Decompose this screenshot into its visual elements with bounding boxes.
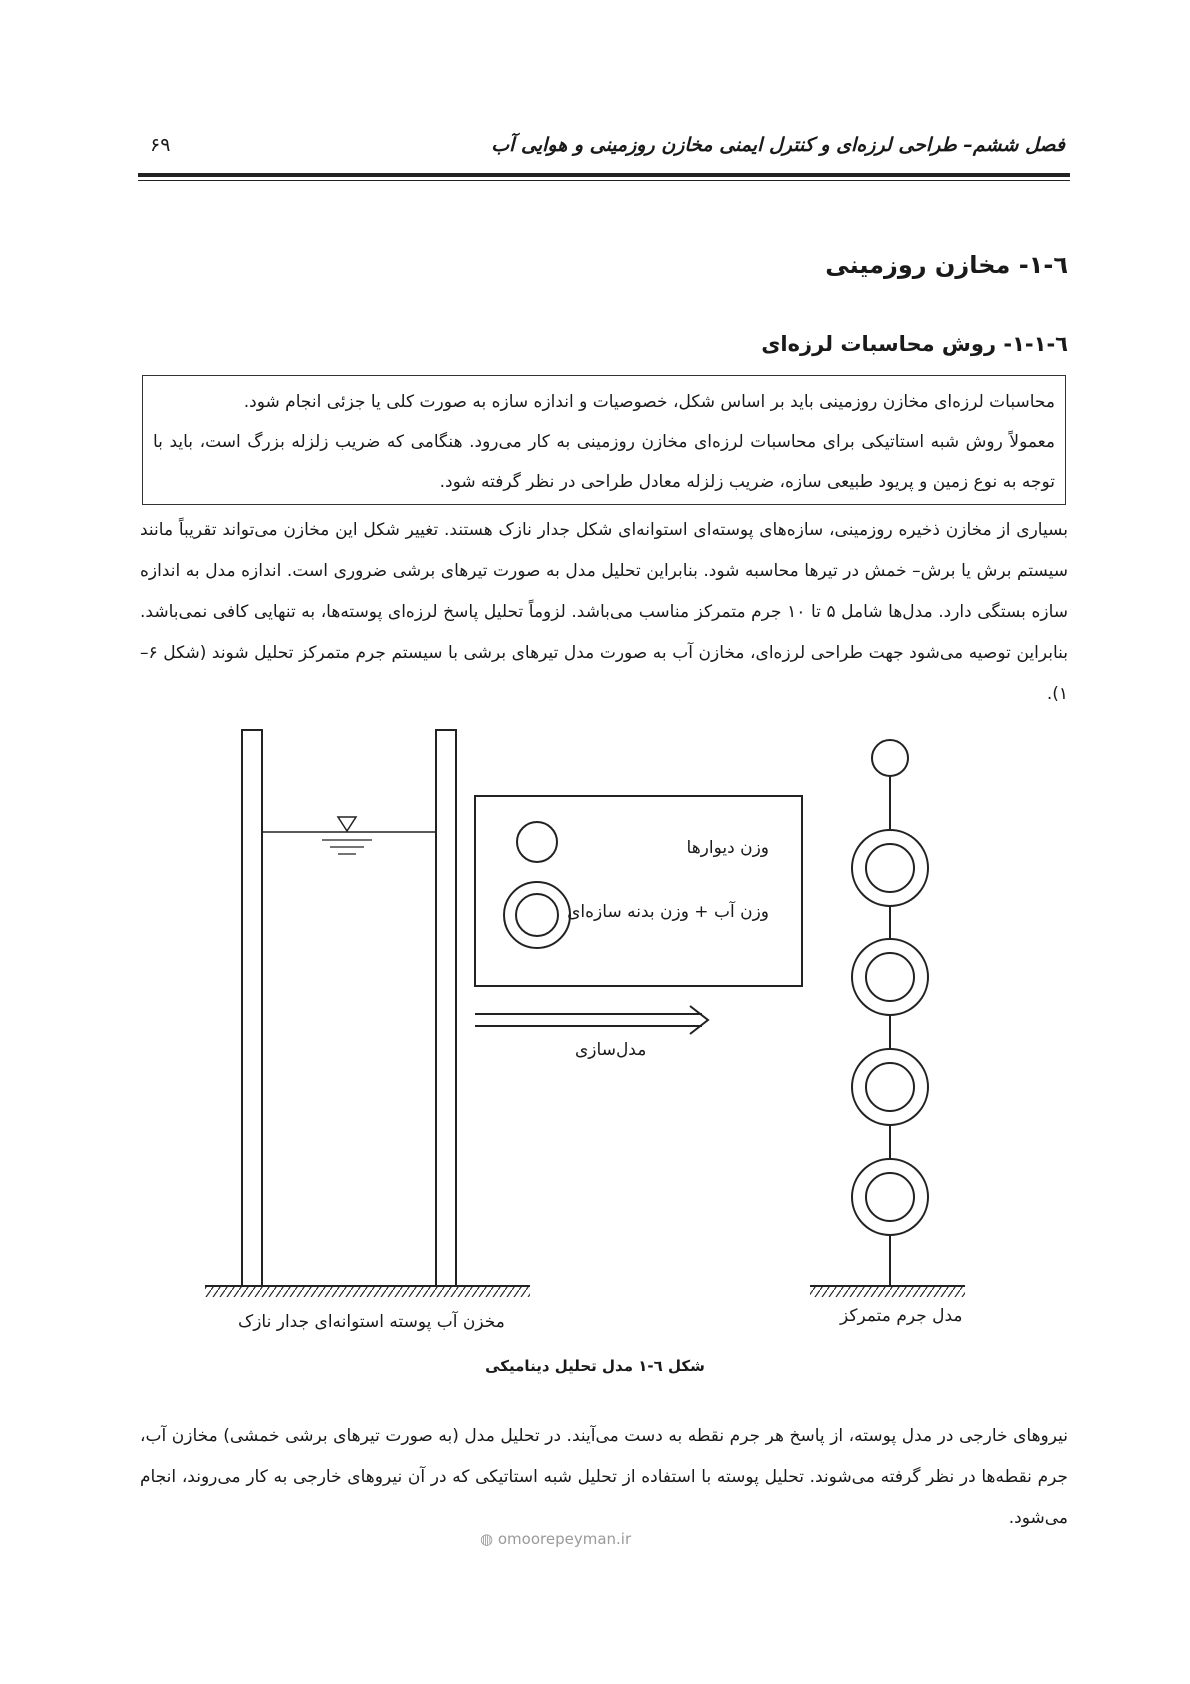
figure-caption: شکل ٦-١ مدل تحلیل دینامیکی — [485, 1357, 705, 1375]
tank-label: مخزن آب پوسته استوانه‌ای جدار نازک — [238, 1312, 505, 1332]
legend-walls-label: وزن دیوارها — [686, 838, 769, 858]
legend-water-label: وزن آب + وزن بدنه سازه‌ای — [567, 902, 769, 922]
watermark-site — [480, 1530, 631, 1548]
arrow-label: مدل‌سازی — [575, 1040, 647, 1060]
legend-box — [475, 796, 802, 986]
running-head: فصل ششم– طراحی لرزه‌ای و کنترل ایمنی مخازن روزمینی و هوایی آب — [491, 134, 1065, 156]
model-mass-4 — [852, 1159, 928, 1235]
model-mass-2 — [852, 939, 928, 1015]
lumped-mass-model — [810, 740, 965, 1297]
figure-dynamic-model — [190, 720, 990, 1360]
body-paragraph-1: بسیاری از مخازن ذخیره روزمینی، سازه‌های پوسته‌ای استوانه‌ای شکل جدار نازک هستند. تغییر شکل این مخازن می‌تواند تقریباً مانند سیستم برش یا برش– خمش در تیرها محاسبه شود. بنابراین تحلیل مدل به صورت تیرهای برشی ضروری است. اندازه مدل به اندازه سازه بستگی دارد. مدل‌ها شامل ۵ تا ۱۰ جرم متمرکز مناسب می‌باشد. لزوماً تحلیل پاسخ لرزه‌ای پوسته‌ها، به تنهایی کافی نمی‌باشد. بنابراین توصیه می‌شود جهت طراحی لرزه‌ای، مخازن آب به صورت مدل تیرهای برشی با سیستم جرم متمرکز تحلیل شوند (شکل ۶–۱). — [140, 520, 1068, 704]
boxed-note-line-2: معمولاً روش شبه استاتیکی برای محاسبات لرزه‌ای مخازن روزمینی به کار می‌رود. هنگامی که ضریب زلزله بزرگ است، باید با توجه به نوع زمین و پریود طبیعی سازه، ضریب زلزله معادل طراحی در نظر گرفته شود. — [153, 432, 1055, 492]
model-mass-1 — [852, 830, 928, 906]
header-rule-thick — [138, 173, 1070, 177]
tank-wall-left — [242, 730, 262, 1286]
boxed-note — [142, 375, 1066, 505]
model-mass-3 — [852, 1049, 928, 1125]
tank-wall-right — [436, 730, 456, 1286]
page-number: ۶۹ — [150, 134, 171, 156]
header-rule-thin — [138, 180, 1070, 181]
subsection-title: ٦-١-١- روش محاسبات لرزه‌ای — [761, 332, 1068, 356]
body-paragraph-2: نیروهای خارجی در مدل پوسته، از پاسخ هر جرم نقطه به دست می‌آیند. در تحلیل مدل (به صورت تیرهای برشی خمشی) مخازن آب، جرم نقطه‌ها در نظر گرفته می‌شوند. تحلیل پوسته با استفاده از تحلیل شبه استاتیکی که در آن نیروهای خارجی به کار می‌روند، انجام می‌شود. — [140, 1426, 1068, 1528]
legend-wall-mass-symbol — [517, 822, 557, 862]
globe-icon: ◍ — [480, 1530, 494, 1548]
boxed-note-line-1: محاسبات لرزه‌ای مخازن روزمینی باید بر اساس شکل، خصوصیات و اندازه سازه به صورت کلی یا جزئی انجام شود. — [243, 392, 1055, 412]
modeling-arrow — [475, 1006, 708, 1034]
tank-ground — [205, 1286, 530, 1297]
legend-water-mass-symbol — [504, 882, 570, 948]
section-title: ٦-١- مخازن روزمینی — [825, 251, 1068, 279]
watermark-site-text: omoorepeyman.ir — [497, 1530, 632, 1548]
water-level-symbol — [262, 817, 436, 854]
model-label: مدل جرم متمرکز — [840, 1306, 963, 1326]
